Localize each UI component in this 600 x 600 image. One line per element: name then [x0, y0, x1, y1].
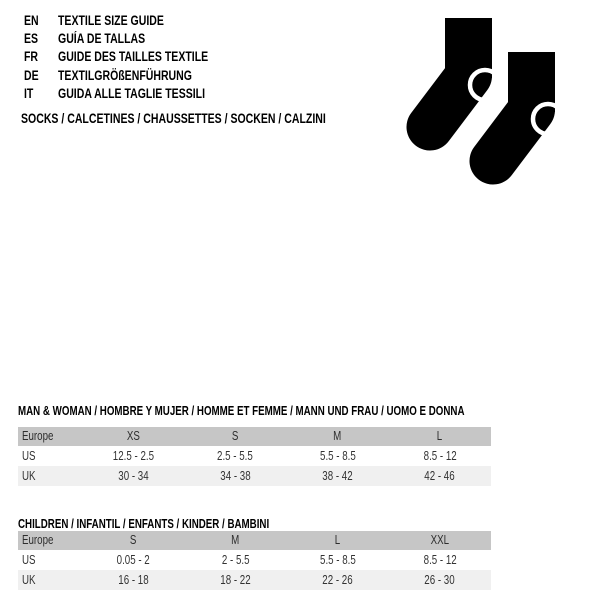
size-table-children [18, 531, 491, 590]
size-value: 22 - 26 [286, 570, 388, 590]
size-value: 12.5 - 2.5 [112, 449, 154, 463]
size-value: 8.5 - 12 [423, 553, 457, 567]
language-code: DE [24, 67, 39, 83]
language-label: GUÍA DE TALLAS [58, 31, 146, 47]
table-row-us [18, 550, 491, 570]
sock-right [493, 52, 563, 161]
language-list [24, 11, 251, 103]
column-header-region: Europe [18, 531, 82, 550]
table-row-uk [18, 466, 491, 486]
language-row-it [24, 85, 251, 103]
sock-left [430, 18, 500, 127]
region-label: US [22, 553, 36, 567]
column-header-size: XXL [389, 531, 491, 550]
table-header-row [18, 427, 491, 446]
table-row-us [18, 446, 491, 466]
socks-icon [400, 8, 580, 188]
size-value: 2 - 5.5 [221, 553, 250, 567]
size-value: 0.05 - 2 [116, 553, 150, 567]
size-value: 2.5 - 5.5 [217, 449, 254, 463]
size-value: 38 - 42 [286, 466, 388, 486]
language-label: TEXTILGRÖßENFÜHRUNG [58, 67, 192, 83]
language-code: FR [24, 49, 39, 65]
language-row-es [24, 29, 251, 47]
language-code: IT [24, 86, 34, 102]
region-label: UK [18, 466, 82, 486]
column-header-size: M [286, 427, 388, 446]
size-value: 16 - 18 [82, 570, 184, 590]
column-header-size: XS [82, 427, 184, 446]
region-label: US [22, 449, 36, 463]
column-header-region: Europe [18, 427, 82, 446]
size-value: 5.5 - 8.5 [319, 553, 356, 567]
size-value: 5.5 - 8.5 [319, 449, 356, 463]
language-row-en [24, 11, 251, 29]
table-title-children: CHILDREN / INFANTIL / ENFANTS / KINDER / BAMBINI [18, 517, 270, 531]
language-row-fr [24, 48, 251, 66]
table-header-row [18, 531, 491, 550]
column-header-size: S [184, 427, 286, 446]
size-table-man-woman [18, 427, 491, 486]
language-label: TEXTILE SIZE GUIDE [58, 12, 164, 28]
column-header-size: L [286, 531, 388, 550]
table-row-uk [18, 570, 491, 590]
language-label: GUIDA ALLE TAGLIE TESSILI [58, 86, 206, 102]
language-code: EN [24, 12, 39, 28]
column-header-size: M [184, 531, 286, 550]
size-value: 30 - 34 [82, 466, 184, 486]
language-row-de [24, 66, 251, 84]
size-value: 18 - 22 [184, 570, 286, 590]
language-label: GUIDE DES TAILLES TEXTILE [58, 49, 209, 65]
size-value: 26 - 30 [389, 570, 491, 590]
table-title-man-woman: MAN & WOMAN / HOMBRE Y MUJER / HOMME ET FEMME / MANN UND FRAU / UOMO E DONNA [18, 404, 465, 418]
size-value: 8.5 - 12 [423, 449, 457, 463]
column-header-size: L [389, 427, 491, 446]
size-value: 34 - 38 [184, 466, 286, 486]
region-label: UK [18, 570, 82, 590]
language-code: ES [24, 31, 39, 47]
column-header-size: S [82, 531, 184, 550]
category-title: SOCKS / CALCETINES / CHAUSSETTES / SOCKEN / CALZINI [21, 111, 326, 126]
size-value: 42 - 46 [389, 466, 491, 486]
